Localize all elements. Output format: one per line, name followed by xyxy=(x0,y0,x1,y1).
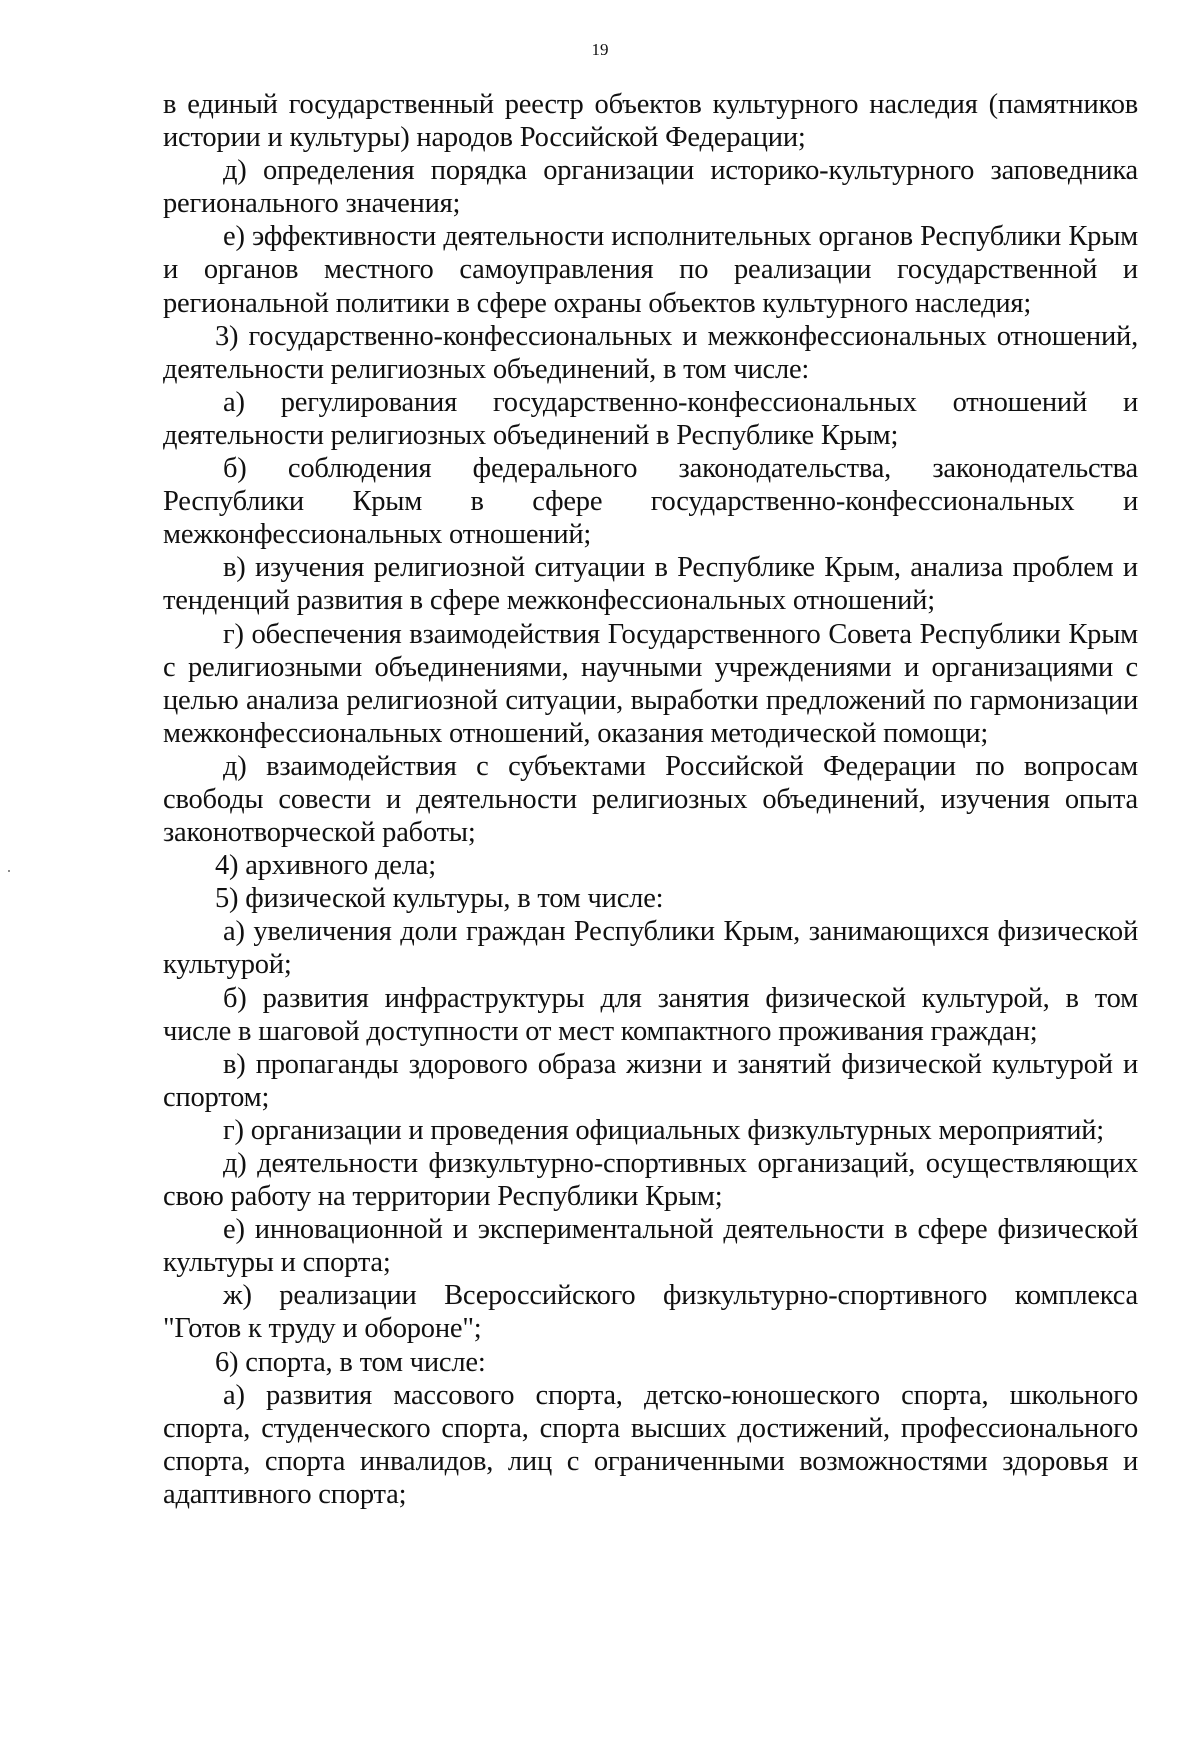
paragraph-item: а) регулирования государственно-конфессиональных отношений и деятельности религиозных объединений в Республике Крым; xyxy=(163,386,1138,451)
paragraph-section: 6) спорта, в том числе: xyxy=(215,1346,486,1378)
scan-speck xyxy=(8,870,10,872)
paragraph-item: а) развития массового спорта, детско-юношеского спорта, школьного спорта, студенческого спорта, спорта высших достижений, профессионального спорта, спорта инвалидов, лиц с ограниченными возможностями здоровья и адаптивного спорта; xyxy=(163,1379,1138,1510)
page-number: 19 xyxy=(591,40,609,59)
paragraph-item: г) организации и проведения официальных физкультурных мероприятий; xyxy=(223,1114,1105,1146)
paragraph-section: 4) архивного дела; xyxy=(215,850,436,882)
paragraph-continuation: в единый государственный реестр объектов культурного наследия (памятников истории и культуры) народов Российской Федерации; xyxy=(163,89,1138,154)
paragraph-section: 5) физической культуры, в том числе: xyxy=(215,883,664,915)
paragraph-item: д) определения порядка организации историко-культурного заповедника регионального значения; xyxy=(163,155,1138,220)
paragraph-item: д) деятельности физкультурно-спортивных организаций, осуществляющих свою работу на территории Республики Крым; xyxy=(163,1148,1138,1213)
paragraph-item: б) развития инфраструктуры для занятия физической культурой, в том числе в шаговой доступности от мест компактного проживания граждан; xyxy=(163,982,1138,1047)
paragraph-item: а) увеличения доли граждан Республики Крым, занимающихся физической культурой; xyxy=(163,916,1138,981)
document-body xyxy=(163,88,1138,1511)
paragraph-item: б) соблюдения федерального законодательства, законодательства Республики Крым в сфере государственно-конфессиональных и межконфессиональных отношений; xyxy=(163,453,1138,551)
paragraph-item: е) инновационной и экспериментальной деятельности в сфере физической культуры и спорта; xyxy=(163,1214,1138,1279)
paragraph-item: е) эффективности деятельности исполнительных органов Республики Крым и органов местного самоуправления по реализации государственной и региональной политики в сфере охраны объектов культурного наследия; xyxy=(163,221,1138,319)
paragraph-section: 3) государственно-конфессиональных и межконфессиональных отношений, деятельности религиозных объединений, в том числе: xyxy=(163,320,1138,385)
paragraph-item: д) взаимодействия с субъектами Российской Федерации по вопросам свободы совести и деятельности религиозных объединений, изучения опыта законотворческой работы; xyxy=(163,750,1138,849)
paragraph-item: ж) реализации Всероссийского физкультурно-спортивного комплекса "Готов к труду и обороне"; xyxy=(163,1280,1138,1345)
paragraph-item: в) изучения религиозной ситуации в Республике Крым, анализа проблем и тенденций развития в сфере межконфессиональных отношений; xyxy=(163,552,1138,617)
paragraph-item: в) пропаганды здорового образа жизни и занятий физической культурой и спортом; xyxy=(163,1048,1138,1113)
paragraph-item: г) обеспечения взаимодействия Государственного Совета Республики Крым с религиозными объединениями, научными учреждениями и организациями с целью анализа религиозной ситуации, выработки предложений по гармонизации межконфессиональных отношений, оказания методической помощи; xyxy=(163,618,1138,749)
